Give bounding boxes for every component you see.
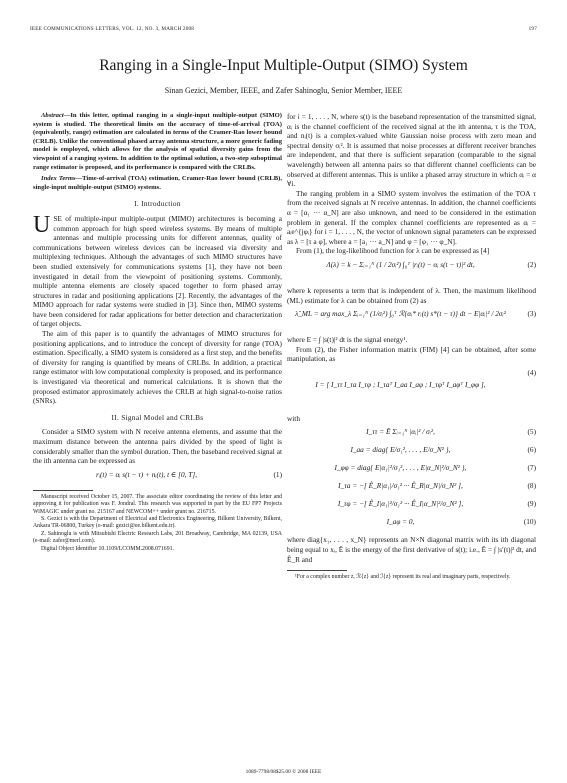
footnote-1: ¹For a complex number z, ℛ{z} and ℐ{z} represent its real and imaginary parts, respectively. <box>295 574 511 581</box>
equation-number: (1) <box>273 469 282 479</box>
equation-6 <box>287 445 536 459</box>
equation-list <box>287 427 536 531</box>
index-terms-text: —Time-of-arrival (TOA) estimation, Cramer-Rao lower bound (CRLB), single-input multiple-output (SIMO) systems. <box>33 175 283 191</box>
author-line: Sinan Gezici, Member, IEEE, and Zafer Sahinoglu, Senior Member, IEEE <box>164 86 403 95</box>
footnote-divider <box>287 570 347 571</box>
equation-number: (7) <box>527 463 536 473</box>
index-terms <box>33 175 282 192</box>
section-heading: II. Signal Model and CRLBs <box>111 412 204 422</box>
equation-number: (3) <box>527 309 536 319</box>
equation-2 <box>287 260 536 282</box>
equation-body: I_τφ = −[ Ê_I|α₁|²/σ₁² ··· Ê_I|α_N|²/σ_N² ], <box>337 499 464 509</box>
paper-title: Ranging in a Single-Input Multiple-Output (SIMO) System <box>99 57 468 74</box>
equation-body: λ̂_ML = arg max_λ Σᵢ₌₁ᴺ (1/σᵢ²) ∫₀ᵀ ℛ{αᵢ* rᵢ(t) s*(t − τ)} dt − E|αᵢ|² / 2σᵢ² <box>295 309 506 319</box>
author-affiliation: S. Gezici is with the Department of Electrical and Electronics Engineering, Bilkent University, Bilkent, Ankara TR-06800, Turkey (e-mail: gezici@ee.bilkent.edu.tr). <box>33 516 282 530</box>
equation-9 <box>287 499 536 513</box>
abstract-label: Abstract <box>41 112 64 119</box>
abstract <box>33 112 282 172</box>
body-paragraph: From (1), the log-likelihood function for λ can be expressed as [4] <box>296 246 490 256</box>
equation-body: I_aa = diag{ E/σ₁², . . . , E/σ_N² }, <box>350 445 451 455</box>
right-column <box>287 112 536 582</box>
equation-number: (6) <box>527 445 536 455</box>
body-paragraph: From (2), the Fisher information matrix (FIM) [4] can be obtained, after some manipulation, as <box>287 344 536 364</box>
equation-body: I_φφ = diag{ E|α₁|²/σ₁², . . . , E|α_N|²/σ_N² }, <box>334 463 467 473</box>
left-column <box>33 112 282 553</box>
equation-number: (10) <box>523 517 536 527</box>
equation-body: I_ττ = Ẽ Σᵢ₌₁ᴺ |αᵢ|² / σᵢ², <box>366 427 435 437</box>
section-heading: I. Introduction <box>134 199 181 209</box>
equation-body: rᵢ(t) = αᵢ s(t − τ) + nᵢ(t), t ∈ [0, T], <box>95 469 198 479</box>
body-paragraph: where E = ∫ |s(t)|² dt is the signal energy¹. <box>287 335 408 345</box>
equation-8 <box>287 481 536 495</box>
equation-number: (5) <box>527 427 536 437</box>
copyright-footer: 1089-7798/08$25.00 © 2008 IEEE <box>245 769 322 775</box>
body-paragraph: where k represents a term that is independent of λ. Then, the maximum likelihood (ML) estimate for λ can be obtained from (2) as <box>287 285 536 305</box>
equation-body: I = [ I_ττ I_τa I_τφ ; I_τaᵀ I_aa I_aφ ; I_τφᵀ I_aφᵀ I_φφ ], <box>315 379 486 389</box>
journal-info: IEEE COMMUNICATIONS LETTERS, VOL. 12, NO. 3, MARCH 2008 <box>30 26 195 32</box>
body-paragraph: The ranging problem in a SIMO system involves the estimation of the TOA τ from the received signals at N receive antennas. In addition, the channel coefficients α = [α₁ ··· α_N] are also unknown, and need to be considered in the estimation problem in general. If the complex channel coefficients are represented as αᵢ = aᵢe^{jφᵢ} for i = 1, . . . , N, the vector of unknown signal parameters can be expressed as λ = [τ a φ], where a = [a₁ ··· a_N] and φ = [φ₁ ··· φ_N]. <box>287 188 536 246</box>
body-word: with <box>287 413 300 423</box>
abstract-text: —In this letter, optimal ranging in a single-input multiple-output (SIMO) system is studied. The theoretical limits on the accuracy of time-of-arrival (TOA) (equivalently, range) estimation are calculated in terms of the Cramer-Rao lower bound (CRLB). Unlike the conventional phased array antenna structure, a more generic fading model is employed, which allows for the analysis of spatial diversity gains from the viewpoint of a ranging system. In addition to the optimal solution, a two-step suboptimal range estimator is proposed, and its performance is compared with the CRLBs. <box>33 112 282 171</box>
equation-1 <box>33 470 282 484</box>
author-affiliation: Z. Sahinoglu is with Mitsubishi Electric Research Labs, 201 Broadway, Cambridge, MA 02139, USA (e-mail: zafer@merl.com). <box>33 530 282 545</box>
footnote-divider <box>33 490 93 491</box>
equation-body: I_τa = −[ Ê_R|α₁|/σ₁² ··· Ê_R|α_N|/σ_N² ], <box>338 481 463 491</box>
manuscript-note: Manuscript received October 15, 2007. The associate editor coordinating the review of this letter and approving it for publication was F. Jondral. This research was supported in part by the EU FP7 Projects WiMAGIC under grant no. 215167 and NEWCOM++ under grant no. 216715. <box>33 493 282 515</box>
intro-paragraph-2: The aim of this paper is to quantify the advantages of MIMO structures for positioning applications, and to introduce the concept of diversity for range (TOA) estimation. Specifically, a SIMO system is considered as a first step, and the benefits of diversity for ranging is quantified by means of CRLBs. In addition, a practical range estimator with low computational complexity is proposed, and its performance is investigated via theoretical and numerical calculations. It is shown that the proposed estimator approximately achieves the CRLB at high signal-to-noise ratios (SNRs). <box>33 329 282 406</box>
equation-number: (8) <box>527 481 536 491</box>
intro-paragraph-1 <box>33 211 282 329</box>
equation-body: Λ(λ) = k − Σᵢ₌₁ᴺ (1 / 2σᵢ²) ∫₀ᵀ |rᵢ(t) − αᵢ s(t − τ)|² dt, <box>326 259 475 269</box>
doi-note: Digital Object Identifier 10.1109/LCOMM.2008.071691. <box>41 545 174 552</box>
equation-10 <box>287 517 536 531</box>
equation-number: (9) <box>527 499 536 509</box>
equation-3 <box>287 309 536 331</box>
equation-number: (2) <box>527 259 536 269</box>
body-paragraph: where diag{x₁, . . . , x_N} represents an N×N diagonal matrix with its ith diagonal being equal to xᵢ, Ẽ is the energy of the first derivative of s(t); i.e., Ẽ = ∫ |s′(t)|² dt, and Ê_R and <box>287 535 536 564</box>
equation-number: (4) <box>527 367 536 377</box>
running-header <box>30 26 537 36</box>
equation-7 <box>287 463 536 477</box>
drop-cap: U <box>33 211 51 238</box>
body-paragraph: for i = 1, . . . , N, where s(t) is the baseband representation of the transmitted signal, αᵢ is the channel coefficient of the received signal at the ith antenna, τ is the TOA, and nᵢ(t) is a complex-valued white Gaussian noise process with zero mean and spectral density σᵢ². It is assumed that noise processes at different receiver branches are independent, and that there is sufficient separation (comparable to the signal wavelength) between all antenna pairs so that different channel coefficients can be observed at different antennas. This is unlike a phased array structure in which αᵢ = α ∀i. <box>287 112 536 189</box>
equation-4 <box>287 368 536 410</box>
equation-body: I_aφ = 0, <box>386 517 415 527</box>
page-number: 197 <box>528 26 537 32</box>
equation-5 <box>287 427 536 441</box>
index-terms-label: Index Terms <box>41 175 76 183</box>
model-paragraph: Consider a SIMO system with N receive antenna elements, and assume that the maximum distance between the antenna pairs divided by the speed of light is considerably smaller than the symbol duration. Then, the baseband received signal at the ith antenna can be expressed as <box>33 427 282 466</box>
intro-text-1: SE of multiple-input multiple-output (MIMO) architectures is becoming a common approach for high speed wireless systems. By means of multiple antennas and multiple processing units for different antennas, quality of communications between wireless devices can be increased via diversity and multiplexing techniques. Although the advantages of such MIMO structures have been studied extensively for communications systems [1], they have not been investigated in detail from the viewpoint of positioning systems. Commonly, multiple antenna elements are closely spaced together to form phased array structures in radar and positioning applications [2]. Recently, the advantages of the MIMO approach for radar systems were studied in [3]. Since then, MIMO systems have been considered for radar applications for better detection and characterization of target objects. <box>33 213 282 329</box>
